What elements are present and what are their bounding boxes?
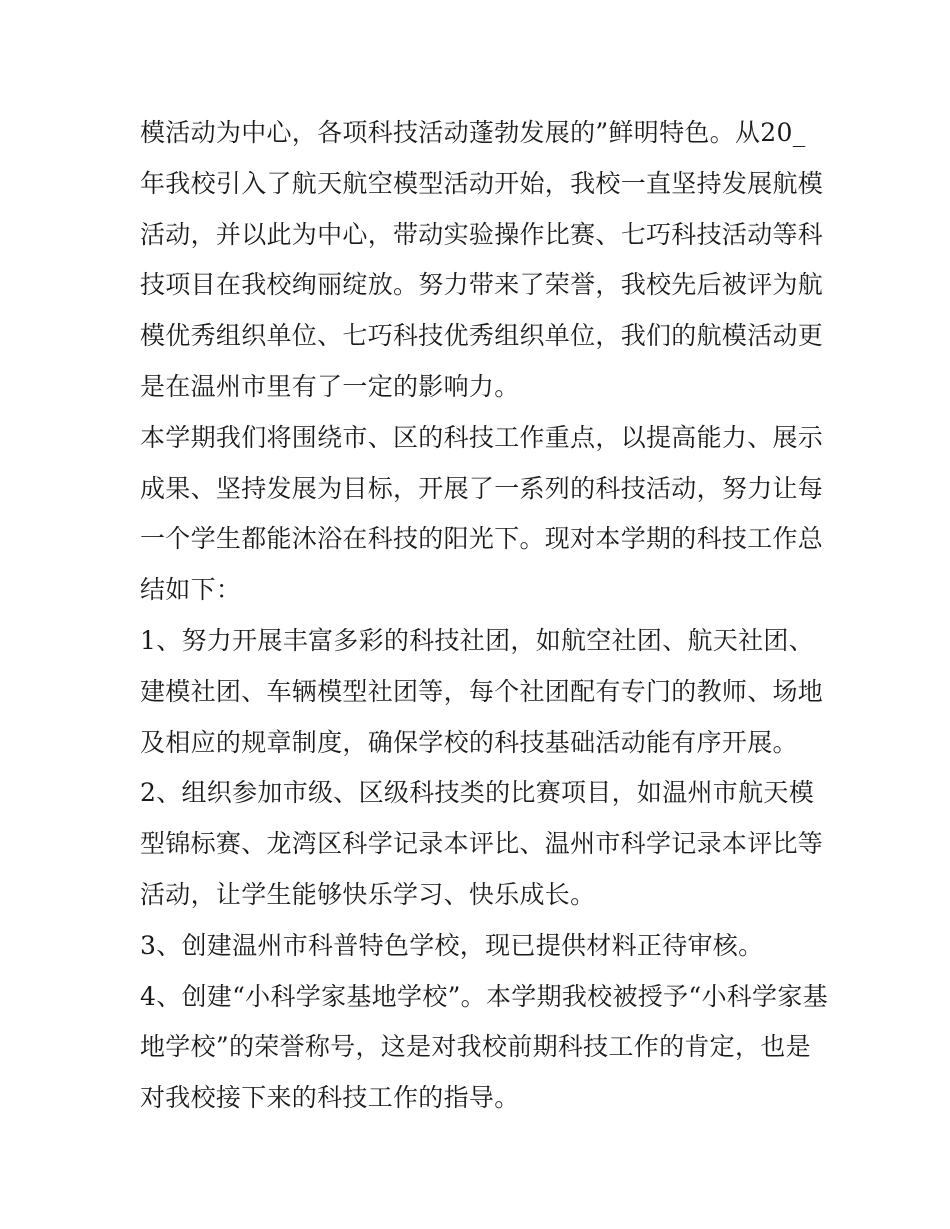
text-line: 2、组织参加市级、区级科技类的比赛项目，如温州市航天模 [140,778,815,808]
text-line: 及相应的规章制度，确保学校的科技基础活动能有序开展。 [140,727,798,757]
list-item-1 [140,616,824,768]
text-line: 模优秀组织单位、七巧科技优秀组织单位，我们的航模活动更 [140,321,824,351]
text-line: 型锦标赛、龙湾区科学记录本评比、温州市科学记录本评比等 [140,829,824,859]
text-line: 活动，让学生能够快乐学习、快乐成长。 [140,879,596,909]
text-line: 年我校引入了航天航空模型活动开始，我校一直坚持发展航模 [140,168,824,198]
text-line: 对我校接下来的科技工作的指导。 [140,1083,520,1113]
paragraph-intro [140,108,824,413]
text-line: 技项目在我校绚丽绽放。努力带来了荣誉，我校先后被评为航 [140,270,824,300]
text-line: 建模社团、车辆模型社团等，每个社团配有专门的教师、场地 [140,676,824,706]
text-line: 4、创建“小科学家基地学校”。本学期我校被授予“小科学家基 [140,981,828,1011]
text-line: 本学期我们将围绕市、区的科技工作重点，以提高能力、展示 [140,422,824,452]
paragraph-summary [140,413,824,616]
text-line: 3、创建温州市科普特色学校，现已提供材料正待审核。 [140,930,764,960]
text-line: 成果、坚持发展为目标，开展了一系列的科技活动，努力让每 [140,473,824,503]
text-line: 活动，并以此为中心，带动实验操作比赛、七巧科技活动等科 [140,219,824,249]
list-item-3 [140,921,812,972]
text-line: 1、努力开展丰富多彩的科技社团，如航空社团、航天社团、 [140,625,815,655]
text-line: 是在温州市里有了一定的影响力。 [140,371,520,401]
text-line: 地学校”的荣誉称号，这是对我校前期科技工作的肯定，也是 [140,1032,811,1062]
list-item-4 [140,972,828,1124]
text-line: 结如下： [140,575,242,605]
text-line: 模活动为中心，各项科技活动蓬勃发展的”鲜明特色。从20_ [140,118,806,147]
list-item-2 [140,768,824,920]
document-body [140,108,828,1124]
text-line: 一个学生都能沐浴在科技的阳光下。现对本学期的科技工作总 [140,524,824,554]
